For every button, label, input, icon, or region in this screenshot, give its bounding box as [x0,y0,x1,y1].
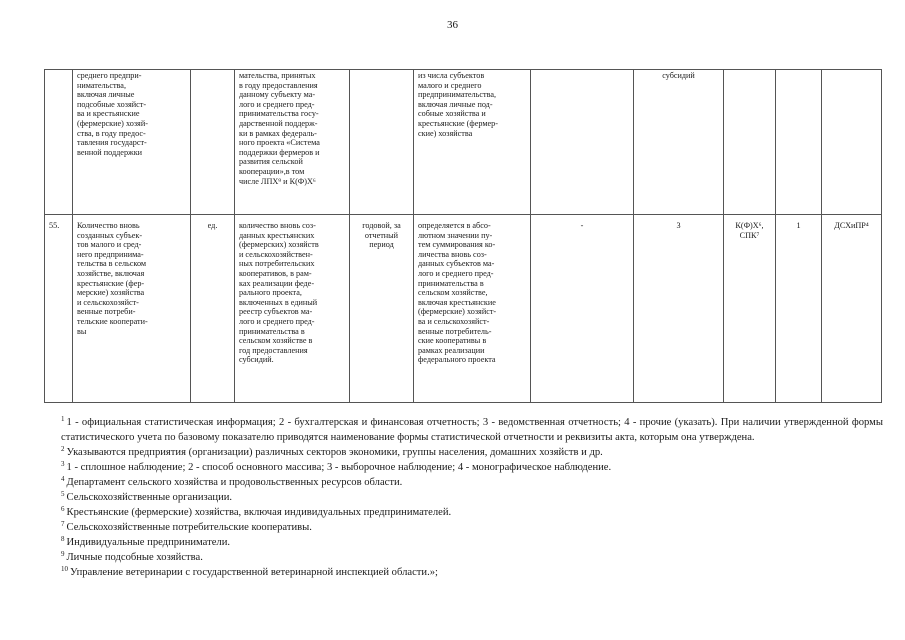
cell-col11: ДСХиПР⁴ [822,215,882,403]
cell-col7: - [531,215,634,403]
cell-number [45,70,73,215]
footnote [61,550,883,565]
footnote-text: Управление ветеринарии с государственной ветеринарной инспекцией области.»; [70,567,438,578]
cell-col10: 1 [776,215,822,403]
indicator-table [44,69,882,403]
footnote-marker: 2 [61,445,65,453]
footnote-text: 1 - сплошное наблюдение; 2 - способ основного массива; 3 - выборочное наблюдение; 4 - монографическое наблюдение. [66,462,612,473]
cell-method: определяется в абсо- лютном значении пу- тем суммирования ко- личества вновь соз- данных субъектов ма- лого и среднего пред- принимательства в сельском хозяйстве, включая крестьянские (фермерские) хозяйст- ва и сельскохозяйст- венные потребитель- ские кооперативы в рамках реализации федерального проекта [414,215,531,403]
footnote-marker: 5 [61,490,65,498]
cell-definition: мательства, принятых в году предоставления данному субъекту ма- лого и среднего пред- принимательства госу- дарственной поддерж- ки в рамках федераль- ного проекта «Система поддержки фермеров и развития сельской кооперации»,в том числе ЛПХ⁹ и К(Ф)Х⁶ [235,70,350,215]
footnote-marker: 1 [61,415,65,423]
cell-indicator-name: среднего предпри- нимательства, включая личные подсобные хозяйст- ва и крестьянские (фермерские) хозяй- ства, в году предос- тавления государст- венной поддержки [73,70,191,215]
page-number: 36 [447,19,458,31]
footnote-marker: 7 [61,520,65,528]
cell-indicator-name: Количество вновь созданных субъек- тов малого и сред- него предпринима- тельства в сельском хозяйстве, включая крестьянские (фер- мерские) хозяйства и сельскохозяйст- венные потреби- тельские кооперати- вы [73,215,191,403]
footnote-marker: 4 [61,475,65,483]
cell-col8: 3 [634,215,724,403]
footnote-text: Индивидуальные предприниматели. [66,537,231,548]
footnote-text: Личные подсобные хозяйства. [66,552,203,563]
cell-col11 [822,70,882,215]
footnote-marker: 6 [61,505,65,513]
footnote-text: Сельскохозяйственные потребительские кооперативы. [66,522,312,533]
footnote [61,415,883,445]
footnote [61,475,883,490]
cell-number: 55. [45,215,73,403]
cell-col8: субсидий [634,70,724,215]
footnote-marker: 3 [61,460,65,468]
footnote-marker: 9 [61,550,65,558]
footnote [61,565,883,580]
footnote-text: 1 - официальная статистическая информация; 2 - бухгалтерская и финансовая отчетность; 3 - ведомственная отчетность; 4 - прочие (указать). При наличии утвержденной формы статистического учета по базовому показателю приводятся наименование формы статистической отчетности и реквизиты акта, которым она утверждена. [61,417,883,443]
footnote-text: Крестьянские (фермерские) хозяйства, включая индивидуальных предпринимателей. [66,507,452,518]
cell-period: годовой, за отчетный период [350,215,414,403]
footnote-marker: 10 [61,565,68,573]
footnote [61,505,883,520]
footnote [61,535,883,550]
cell-col9: К(Ф)Х⁶, СПК⁷ [724,215,776,403]
footnote [61,445,883,460]
cell-method: из числа субъектов малого и среднего предпринимательства, включая личные под- собные хозяйства и крестьянские (фермер- ские) хозяйства [414,70,531,215]
cell-col7 [531,70,634,215]
footnote-marker: 8 [61,535,65,543]
table-row [45,70,882,215]
cell-unit: ед. [191,215,235,403]
cell-period [350,70,414,215]
cell-col9 [724,70,776,215]
footnote [61,460,883,475]
footnote-text: Департамент сельского хозяйства и продовольственных ресурсов области. [66,477,403,488]
footnote-text: Указываются предприятия (организации) различных секторов экономики, группы населения, домашних хозяйств и др. [66,447,603,458]
footnote-text: Сельскохозяйственные организации. [66,492,233,503]
footnotes [61,415,883,580]
cell-unit [191,70,235,215]
table-row [45,215,882,403]
cell-definition: количество вновь соз- данных крестьянских (фермерских) хозяйств и сельскохозяйствен- ных потребительских кооперативов, в рам- ках реализации феде- рального проекта, включенных в единый реестр субъектов ма- лого и среднего пред- принимательства в сельском хозяйстве в год предоставления субсидий. [235,215,350,403]
cell-col10 [776,70,822,215]
footnote [61,490,883,505]
footnote [61,520,883,535]
